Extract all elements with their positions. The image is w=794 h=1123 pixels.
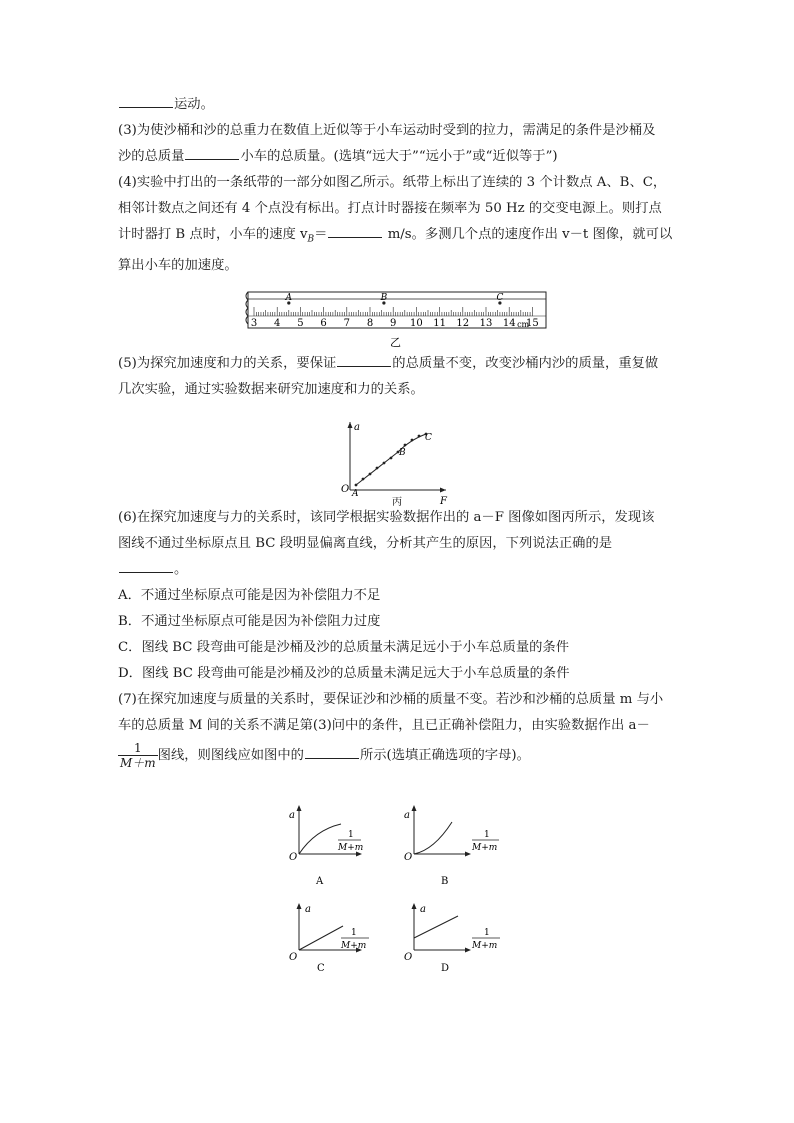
ruler-number: 13 <box>479 318 493 329</box>
option-d[interactable]: D．图线 BC 段弯曲可能是沙桶及沙的总质量未满足远大于小车总质量的条件 <box>118 665 570 681</box>
subscript: B <box>307 234 315 245</box>
q4-line3 <box>118 222 678 253</box>
q3-line1: (3)为使沙桶和沙的总重力在数值上近似等于小车运动时受到的拉力，需满足的条件是沙桶及 <box>118 123 656 138</box>
dot <box>404 444 407 447</box>
ruler-figure <box>244 290 550 350</box>
option-b[interactable]: B．不通过坐标原点可能是因为补偿阻力过度 <box>118 613 381 629</box>
y-label: a <box>420 904 426 915</box>
x-label-num: 1 <box>484 830 490 840</box>
answer-blank-q4[interactable] <box>328 223 382 238</box>
origin-label: O <box>404 952 413 963</box>
y-label: a <box>354 422 360 433</box>
q7-line1: (7)在探究加速度与质量的关系时，要保证沙和沙桶的质量不变。若沙和沙桶的总质量 m 与小 <box>118 691 664 707</box>
ruler-number: 12 <box>456 318 470 329</box>
x-label-num: 1 <box>348 830 354 840</box>
y-label: a <box>289 810 295 821</box>
q3-line2 <box>118 144 678 170</box>
q5-line1 <box>118 351 678 377</box>
data-points <box>355 433 428 487</box>
q7-line2: 车的总质量 M 间的关系不满足第(3)问中的条件，且已正确补偿阻力，由实验数据作出 a－ <box>118 717 650 733</box>
option-graph-d <box>400 898 510 978</box>
tape-point-label: A <box>285 293 293 303</box>
graph-letter: C <box>317 963 325 974</box>
ruler-number: 4 <box>274 318 281 329</box>
tape-point-label: C <box>496 293 504 303</box>
graph-letter: B <box>441 876 449 887</box>
ruler-number: 9 <box>390 318 397 329</box>
ruler-number: 11 <box>433 318 446 329</box>
x-label-den: M+m <box>472 941 498 951</box>
a-f-curve <box>356 434 426 485</box>
text: 沙的总质量 <box>118 149 185 164</box>
graph-letter: D <box>441 963 450 974</box>
answer-blank-motion[interactable] <box>119 93 173 108</box>
option-c[interactable]: C．图线 BC 段弯曲可能是沙桶及沙的总质量未满足远小于小车总质量的条件 <box>118 639 570 655</box>
graph-letter: A <box>316 876 324 887</box>
y-arrow-icon <box>297 903 302 909</box>
answer-blank-q7[interactable] <box>305 744 359 759</box>
fraction-numerator: 1 <box>118 741 158 756</box>
q4-line2: 相邻计数点之间还有 4 个点没有标出。打点计时器接在频率为 50 Hz 的交变电源上。则打点 <box>118 201 662 216</box>
answer-blank-q5[interactable] <box>337 352 391 367</box>
text: (5)为探究加速度和力的关系，要保证 <box>118 355 337 371</box>
tape-point-label: B <box>380 293 388 303</box>
curve <box>414 822 452 854</box>
text: 计时器打 B 点时，小车的速度 v <box>118 227 308 242</box>
dot <box>411 439 414 442</box>
point-label-a: A <box>352 489 359 499</box>
origin-label: O <box>289 852 298 863</box>
ruler-number: 8 <box>366 318 374 329</box>
q6-line1: (6)在探究加速度与力的关系时，该同学根据实验数据作出的 a－F 图像如图丙所示，发现该 <box>118 509 655 525</box>
point-label-c: C <box>425 433 432 443</box>
text: 。 <box>174 561 188 577</box>
fraction-denominator: M＋m <box>120 755 156 770</box>
ruler-number: 6 <box>320 318 327 329</box>
origin-label: O <box>341 484 350 495</box>
line-continuation <box>118 92 678 118</box>
x-label-den: M+m <box>341 941 367 951</box>
q6-line2: 图线不通过坐标原点且 BC 段明显偏离直线，分析其产生的原因，下列说法正确的是 <box>118 535 613 551</box>
dot <box>369 473 372 476</box>
text: ＝ <box>314 227 328 242</box>
y-arrow-icon <box>297 805 302 811</box>
q4-line4: 算出小车的加速度。 <box>118 257 238 273</box>
curve <box>299 824 341 854</box>
point-label-b: B <box>399 448 406 458</box>
x-arrow-icon <box>465 948 471 953</box>
straight-line <box>299 926 343 950</box>
text: 运动。 <box>174 97 214 112</box>
ruler-number: 14 <box>502 318 516 329</box>
x-arrow-icon <box>465 852 471 857</box>
option-graph-c <box>285 898 375 978</box>
ruler-caption: 乙 <box>390 336 401 349</box>
dot <box>355 484 358 487</box>
q6-line3 <box>118 557 678 583</box>
graph-bing <box>338 418 458 508</box>
y-arrow-icon <box>412 903 417 909</box>
y-arrow-icon <box>348 422 353 428</box>
ruler-number: 15 <box>526 318 539 329</box>
straight-line <box>414 916 458 938</box>
option-graph-b <box>400 800 510 890</box>
ruler-number: 5 <box>297 318 304 329</box>
y-arrow-icon <box>412 805 417 811</box>
origin-label: O <box>404 852 413 863</box>
text: 图线，则图线应如图中的 <box>157 747 304 763</box>
dot <box>418 435 421 438</box>
x-arrow-icon <box>440 488 446 493</box>
q7-line3 <box>118 739 678 773</box>
text: 的总质量不变，改变沙桶内沙的质量，重复做 <box>392 355 659 371</box>
text: 小车的总质量。(选填“远大于”“远小于”或“近似等于”) <box>240 149 558 164</box>
x-label-den: M+m <box>472 843 498 853</box>
answer-blank-q3[interactable] <box>185 145 239 160</box>
x-label: F <box>440 496 447 507</box>
dot <box>383 462 386 465</box>
x-label-num: 1 <box>351 928 357 938</box>
q5-line2: 几次实验，通过实验数据来研究加速度和力的关系。 <box>118 381 424 397</box>
option-a[interactable]: A．不通过坐标原点可能是因为补偿阻力不足 <box>118 587 381 603</box>
q4-line1: (4)实验中打出的一条纸带的一部分如图乙所示。纸带上标出了连续的 3 个计数点 A、B、C， <box>118 175 667 190</box>
y-label: a <box>305 904 311 915</box>
y-label: a <box>404 810 410 821</box>
text: 所示(选填正确选项的字母)。 <box>359 747 530 763</box>
dot <box>376 467 379 470</box>
text: m/s。多测几个点的速度作出 v－t 图像，就可以 <box>387 227 673 242</box>
ruler-number: 3 <box>250 318 258 329</box>
fraction <box>118 741 158 770</box>
dot <box>362 478 365 481</box>
x-label-num: 1 <box>484 928 490 938</box>
origin-label: O <box>289 952 298 963</box>
ruler-unit: cm <box>517 320 530 329</box>
answer-blank-q6[interactable] <box>119 558 173 573</box>
ruler-number: 10 <box>410 318 423 329</box>
graph-caption: 丙 <box>392 497 402 508</box>
dot <box>390 457 393 460</box>
option-graph-a <box>285 800 365 890</box>
ruler-number: 7 <box>343 318 350 329</box>
x-label-den: M+m <box>338 843 364 853</box>
